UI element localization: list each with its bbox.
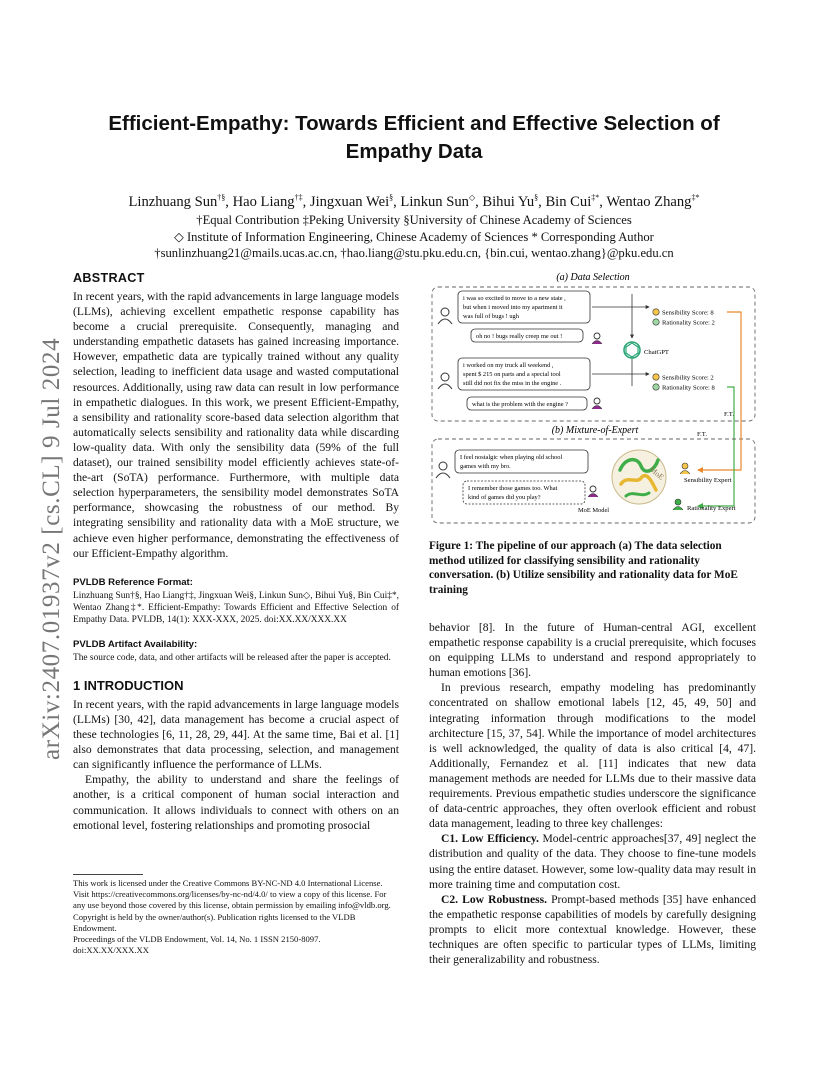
person-icon <box>436 462 450 478</box>
green-flow-line <box>727 387 734 456</box>
bot-icon <box>592 333 602 344</box>
bubble-3-line: still did not fix the miss in the engine . <box>463 380 562 387</box>
bubble-3-line: spent $ 215 on parts and a special tool <box>463 371 561 378</box>
author: Hao Liang†‡ <box>232 193 303 210</box>
panel-b-label: (b) Mixture-of-Expert <box>551 425 639 436</box>
expert-icon <box>680 463 690 474</box>
intro-paragraph-1: In recent years, with the rapid advancements in large language models (LLMs) [30, 42], data management has become a crucial aspect of these technologies [6, 11, 28, 29, 44]. At the same time, Bai et al. [1] also demonstrates that data processing, selection, and management can significantly influence the performance of LLMs. <box>73 697 399 772</box>
rationality-score-2: Rationality Score: 8 <box>662 384 715 392</box>
affiliation-line-2: ◇ Institute of Information Engineering, Chinese Academy of Sciences * Corresponding Author <box>174 230 654 244</box>
bot-icon <box>588 486 598 497</box>
rationality-expert-label: Rationality Expert <box>687 505 736 512</box>
bubble-5-line: I feel nostalgic when playing old school <box>460 454 563 461</box>
author: Linkun Sun◇ <box>400 193 476 210</box>
person-icon <box>438 373 452 389</box>
intro-paragraph-2: Empathy, the ability to understand and share the feelings of another, is a critical component of human social interaction and communication. It allows individuals to connect with others on an emotional level, fostering relationships and promoting prosocial <box>73 773 399 832</box>
bubble-6-line: kind of games did you play? <box>468 494 541 501</box>
expert-icon <box>673 499 683 510</box>
arxiv-id: arXiv:2407.01937v2 [cs.CL] 9 Jul 2024 <box>38 337 65 760</box>
bubble-3-line: i worked on my truck all weekend , <box>463 362 554 369</box>
sensibility-expert-label: Sensibility Expert <box>684 477 732 484</box>
author: Wentao Zhang‡* <box>606 193 700 210</box>
affiliation-line-1: †Equal Contribution ‡Peking University §University of Chinese Academy of Sciences <box>196 213 632 227</box>
c2-text: Prompt-based methods [35] have enhanced the empathetic response capabilities of models by carefully designing prompts to elicit more contextual knowledge. However, these techniques are often specific to particular types of LLMs, limiting their generalizability and robustness. <box>429 892 756 967</box>
bubble-2-text: oh no ! bugs really creep me out ! <box>476 333 563 340</box>
reference-format-heading: PVLDB Reference Format: <box>73 576 193 588</box>
author: Bin Cui‡* <box>545 193 600 210</box>
paper-title <box>60 110 768 166</box>
bubble-4-text: what is the problem with the engine ? <box>472 401 569 408</box>
chatgpt-label: ChatGPT <box>644 349 669 356</box>
right-column <box>429 620 756 967</box>
ft-label-1: F.T. <box>724 411 734 418</box>
c1-label: C1. Low Efficiency. <box>441 832 539 846</box>
bot-icon <box>592 398 602 409</box>
author: Linzhuang Sun†§ <box>128 193 226 210</box>
connector-line <box>592 294 632 320</box>
ft-label-2: F.T. <box>697 431 707 438</box>
bubble-1-line: i was so excited to move to a new state , <box>463 295 566 302</box>
right-paragraph-2: In previous research, empathy modeling has predominantly concentrated on shallow emotional labels [12, 45, 49, 50] and integrating information through modifications to the model architecture [15, 37, 54]. While the importance of model architectures is well acknowledged, the quality of data is also critical [4, 47]. Additionally, Fernandez et al. [11] indicates that new data management methods are needed for LLMs due to their massive data requirements. Previous empathetic studies underscore the significance of data-centric approaches, they often overlook efficient and robust data management, leading to three key challenges: <box>429 681 756 831</box>
abstract-heading: ABSTRACT <box>73 271 145 285</box>
email-line: †sunlinzhuang21@mails.ucas.ac.cn, †hao.liang@stu.pku.edu.cn, {bin.cui, wentao.zhang}@pku.edu.cn <box>154 246 674 260</box>
sensibility-dot <box>653 309 659 315</box>
introduction-heading: 1 INTRODUCTION <box>73 677 184 693</box>
bubble-1-line: was full of bugs ! ugh <box>463 313 519 320</box>
challenge-c1 <box>429 831 756 891</box>
author: Bihui Yu§ <box>482 193 539 210</box>
panel-a-label: (a) Data Selection <box>556 272 630 283</box>
footnote-rule <box>73 874 143 875</box>
challenge-c2 <box>429 892 756 967</box>
arxiv-side-stamp <box>18 290 65 760</box>
artifact-heading: PVLDB Artifact Availability: <box>73 638 198 650</box>
pipeline-figure <box>427 270 760 526</box>
rationality-dot <box>653 384 659 390</box>
c2-label: C2. Low Robustness. <box>441 892 548 906</box>
right-paragraph-1: behavior [8]. In the future of Human-central AGI, excellent empathetic response capability is a crucial prerequisite, which focuses on equipping LLMs to understand and respond appropriately to human emotions [36]. <box>429 621 756 680</box>
rationality-score-1: Rationality Score: 2 <box>662 319 715 327</box>
reference-format-text: Linzhuang Sun†§, Hao Liang†‡, Jingxuan Wei§, Linkun Sun◇, Bihui Yu§, Bin Cui‡*, Wentao Zhang‡*. Efficient-Empathy: Towards Efficient and Effective Selection of Empathy Data. PVLDB, 14(1): XXX-XXX, 2025. doi:XX.XX/XXX.XX <box>73 590 399 626</box>
sensibility-dot <box>653 374 659 380</box>
author: Jingxuan Wei§ <box>309 193 394 210</box>
c1-text: Model-centric approaches[37, 49] neglect the distribution and quality of the data. They choose to fine-tune models using the entire dataset. However, some low-quality data may result in more training time and computation cost. <box>429 832 757 891</box>
bubble-5-line: games with my bro. <box>460 463 511 470</box>
doi-text: doi:XX.XX/XXX.XX <box>73 945 149 956</box>
license-footnote <box>73 874 399 956</box>
chatgpt-icon <box>624 342 640 358</box>
title-line-2: Empathy Data <box>345 140 483 163</box>
left-column <box>73 271 399 833</box>
license-text: This work is licensed under the Creative Commons BY-NC-ND 4.0 International License. Visit https://creativecommons.org/licenses/by-nc-nd/4.0/ to view a copy of this license. For any use beyond those covered by this license, obtain permission by emailing info@vldb.org. Copyright is held by the owner/author(s). Publication rights licensed to the VLDB Endowment. <box>73 878 391 933</box>
moe-logo-text: MoE <box>647 464 666 482</box>
proceedings-text: Proceedings of the VLDB Endowment, Vol. 14, No. 1 ISSN 2150-8097. <box>73 934 321 945</box>
title-line-1: Efficient-Empathy: Towards Efficient and Effective Selection of <box>108 112 720 135</box>
figure-caption: Figure 1: The pipeline of our approach (a) The data selection method utilized for classifying sensibility and rationality conversation. (b) Utilize sensibility and rationality data for MoE training <box>429 540 738 596</box>
abstract-text: In recent years, with the rapid advancements in large language models (LLMs), achieving excellent empathetic response capability has become a crucial prerequisite. Consequently, managing and understanding empathetic datasets has gained increasing importance. However, empathetic data are typically trained without any quality selection, leading to inefficient data usage and wasted computational resources. Additionally, using raw data can result in low performance in empathetic dialogues. In this work, we present Efficient-Empathy, a sensibility and rationality score-based data selection algorithm that automatically selects sensibility and rationality data while discarding low-quality data. With only the sensibility data (59% of the full dataset), our trained sensibility model efficiently achieves state-of-the-art (SoTA) performance. Furthermore, with multiple data selection hyperparameters, the sensibility model demonstrates SoTA performance, showcasing the robustness of our method. By integrating sensibility and rationality data with a MoE structure, we achieve even higher performance, demonstrating the effectiveness of our Efficient-Empathy algorithm. <box>73 290 399 560</box>
author-list: Linzhuang Sun†§, Hao Liang†‡, Jingxuan Wei§, Linkun Sun◇, Bihui Yu§, Bin Cui‡*, Wentao Zhang‡* <box>128 193 700 210</box>
artifact-text: The source code, data, and other artifacts will be released after the paper is accepted. <box>73 652 391 663</box>
sensibility-score-1: Sensibility Score: 8 <box>662 309 714 317</box>
rationality-dot <box>653 319 659 325</box>
person-icon <box>438 308 452 324</box>
sensibility-score-2: Sensibility Score: 2 <box>662 374 714 382</box>
connector-line <box>592 362 632 386</box>
bubble-1-line: but when i moved into my apartment it <box>463 304 563 311</box>
bubble-6-line: I remember those games too. What <box>468 485 558 492</box>
moe-model-label: MoE Model <box>578 507 610 514</box>
